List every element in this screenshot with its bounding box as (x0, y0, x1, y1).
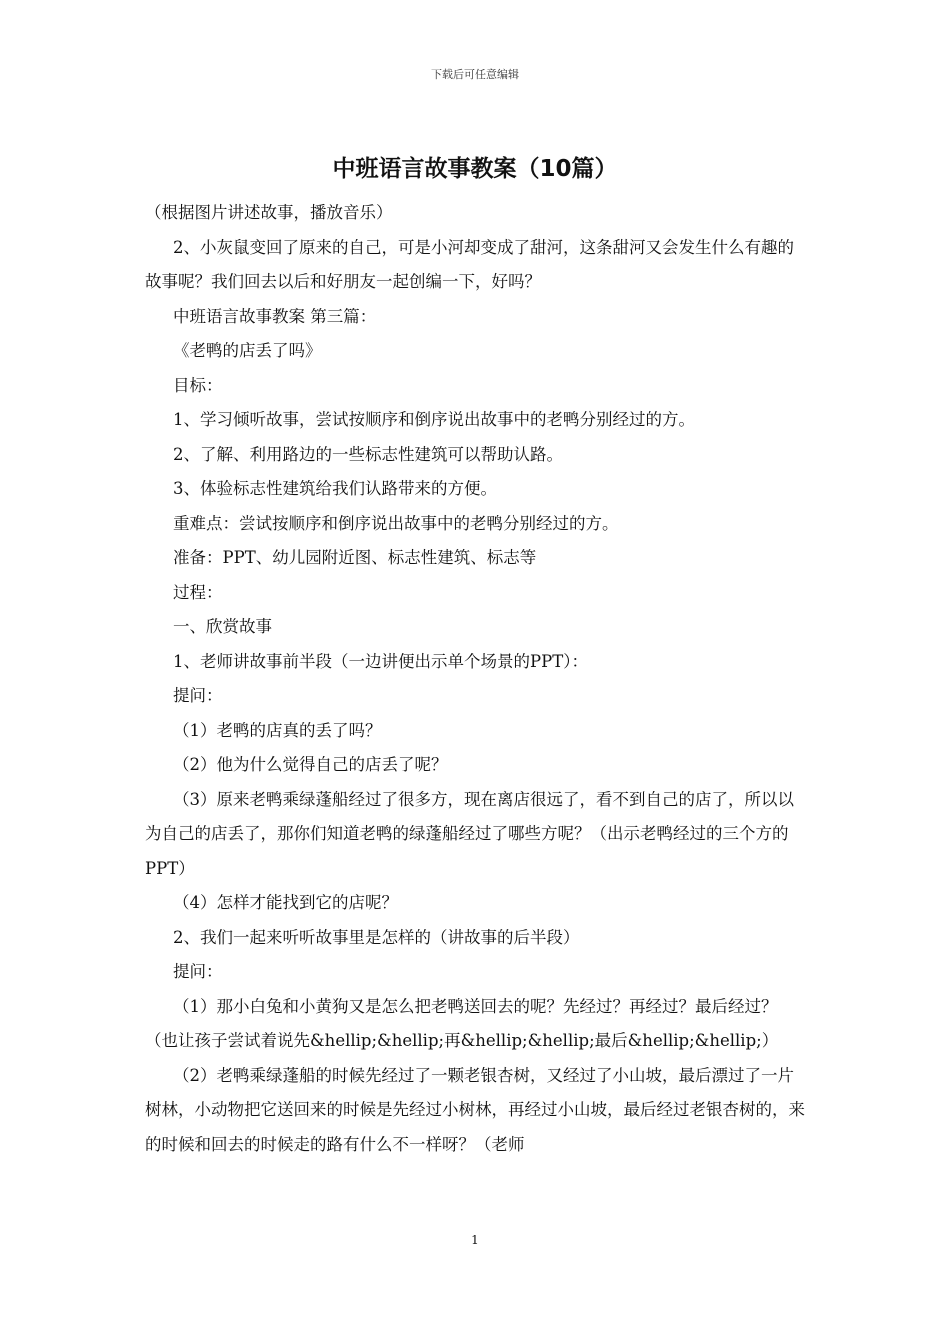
paragraph: （2）他为什么觉得自己的店丢了呢？ (173, 755, 448, 774)
paragraph: （1）老鸭的店真的丢了吗？ (173, 720, 382, 740)
paragraph: （1）那小白兔和小黄狗又是怎么把老鸭送回去的呢？先经过？再经过？最后经过？（也让孩子尝试着说先&hellip;&hellip;再&hellip;&hellip;最后&hellip;&hellip;） (145, 996, 779, 1050)
paragraph: （3）原来老鸭乘绿蓬船经过了很多方，现在离店很远了，看不到自己的店了，所以以为自己的店丢了，那你们知道老鸭的绿蓬船经过了哪些方呢？（出示老鸭经过的三个方的PPT） (145, 789, 794, 878)
paragraph: 目标： (173, 375, 223, 395)
document-title: 中班语言故事教案（10篇） (332, 156, 618, 182)
paragraph: 1、学习倾听故事，尝试按顺序和倒序说出故事中的老鸭分别经过的方。 (173, 410, 695, 429)
paragraph: 1、老师讲故事前半段（一边讲便出示单个场景的PPT）： (173, 651, 588, 671)
paragraph: 提问： (173, 962, 223, 981)
story-title: 《老鸭的店丢了吗》 (173, 341, 322, 360)
paragraph: （根据图片讲述故事，播放音乐） (145, 203, 393, 222)
paragraph: 3、体验标志性建筑给我们认路带来的方便。 (173, 479, 497, 498)
page-number: 1 (471, 1233, 479, 1247)
paragraph: 重难点：尝试按顺序和倒序说出故事中的老鸭分别经过的方。 (173, 513, 619, 533)
paragraph: 一、欣赏故事 (173, 617, 272, 636)
paragraph: 2、我们一起来听听故事里是怎样的（讲故事的后半段） (173, 927, 580, 947)
paragraph: （4）怎样才能找到它的店呢？ (173, 893, 398, 912)
paragraph: 2、小灰鼠变回了原来的自己，可是小河却变成了甜河，这条甜河又会发生什么有趣的故事呢？我们回去以后和好朋友一起创编一下，好吗？ (145, 237, 794, 291)
document-body (145, 196, 809, 1162)
paragraph: 2、了解、利用路边的一些标志性建筑可以帮助认路。 (173, 444, 563, 464)
paragraph: （2）老鸭乘绿蓬船的时候先经过了一颗老银杏树，又经过了小山坡，最后漂过了一片树林，小动物把它送回来的时候是先经过小树林，再经过小山坡，最后经过老银杏树的，来的时候和回去的时候走的路有什么不一样呀？（老师 (145, 1065, 805, 1154)
paragraph: 过程： (173, 582, 223, 602)
paragraph: 准备：PPT、幼儿园附近图、标志性建筑、标志等 (173, 548, 537, 567)
paragraph: 提问： (173, 686, 223, 705)
page-header: 下载后可任意编辑 (431, 68, 519, 81)
section-heading: 中班语言故事教案 第三篇： (173, 306, 377, 326)
